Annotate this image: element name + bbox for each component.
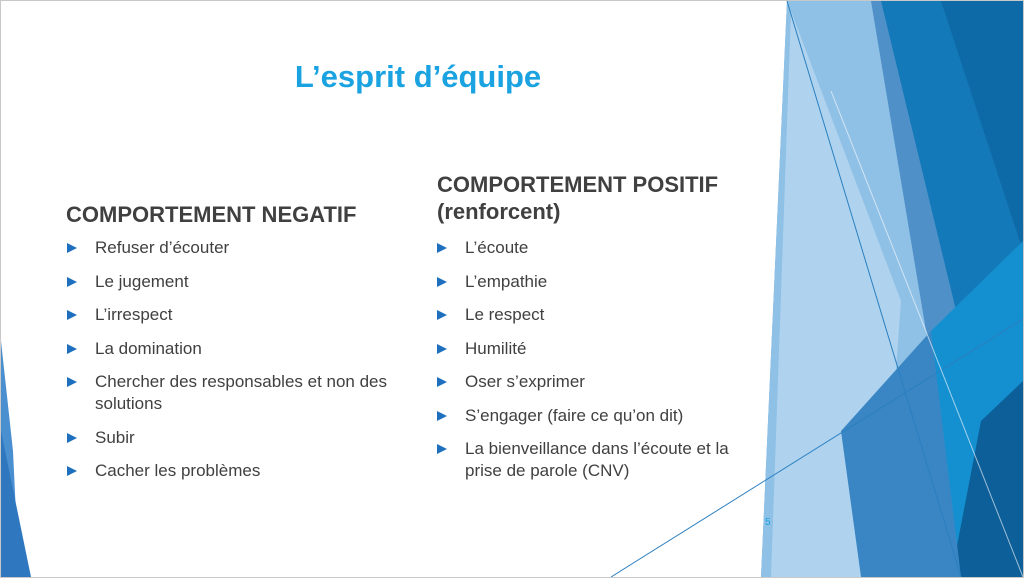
bullet-arrow-icon [67, 466, 77, 476]
list-item: La domination [67, 338, 397, 360]
bullet-arrow-icon [437, 411, 447, 421]
list-item: Chercher des responsables et non des solutions [67, 371, 397, 415]
list-item: Subir [67, 427, 397, 449]
negative-heading-text: COMPORTEMENT NEGATIF [66, 202, 357, 227]
bullet-arrow-icon [437, 243, 447, 253]
list-item: Refuser d’écouter [67, 237, 397, 259]
bullet-arrow-icon [67, 277, 77, 287]
bullet-arrow-icon [437, 444, 447, 454]
list-item: La bienveillance dans l’écoute et la prise de parole (CNV) [437, 438, 767, 482]
page-number: 5 [765, 517, 771, 528]
positive-list [437, 237, 767, 494]
positive-heading-line1: COMPORTEMENT POSITIF [437, 172, 719, 197]
bullet-arrow-icon [437, 277, 447, 287]
bullet-arrow-icon [437, 377, 447, 387]
list-item: Oser s’exprimer [437, 371, 767, 393]
negative-heading [66, 201, 356, 228]
list-item: S’engager (faire ce qu’on dit) [437, 405, 767, 427]
bullet-arrow-icon [437, 344, 447, 354]
bullet-arrow-icon [67, 377, 77, 387]
bullet-arrow-icon [437, 310, 447, 320]
list-item: Humilité [437, 338, 767, 360]
negative-list [67, 237, 397, 494]
bullet-arrow-icon [67, 310, 77, 320]
positive-heading-line2: (renforcent) [437, 199, 561, 224]
list-item: L’écoute [437, 237, 767, 259]
positive-heading [437, 171, 718, 225]
bullet-arrow-icon [67, 433, 77, 443]
list-item: Cacher les problèmes [67, 460, 397, 482]
list-item: Le respect [437, 304, 767, 326]
list-item: Le jugement [67, 271, 397, 293]
bullet-arrow-icon [67, 344, 77, 354]
list-item: L’empathie [437, 271, 767, 293]
list-item: L’irrespect [67, 304, 397, 326]
slide-title: L’esprit d’équipe [294, 59, 542, 94]
bullet-arrow-icon [67, 243, 77, 253]
